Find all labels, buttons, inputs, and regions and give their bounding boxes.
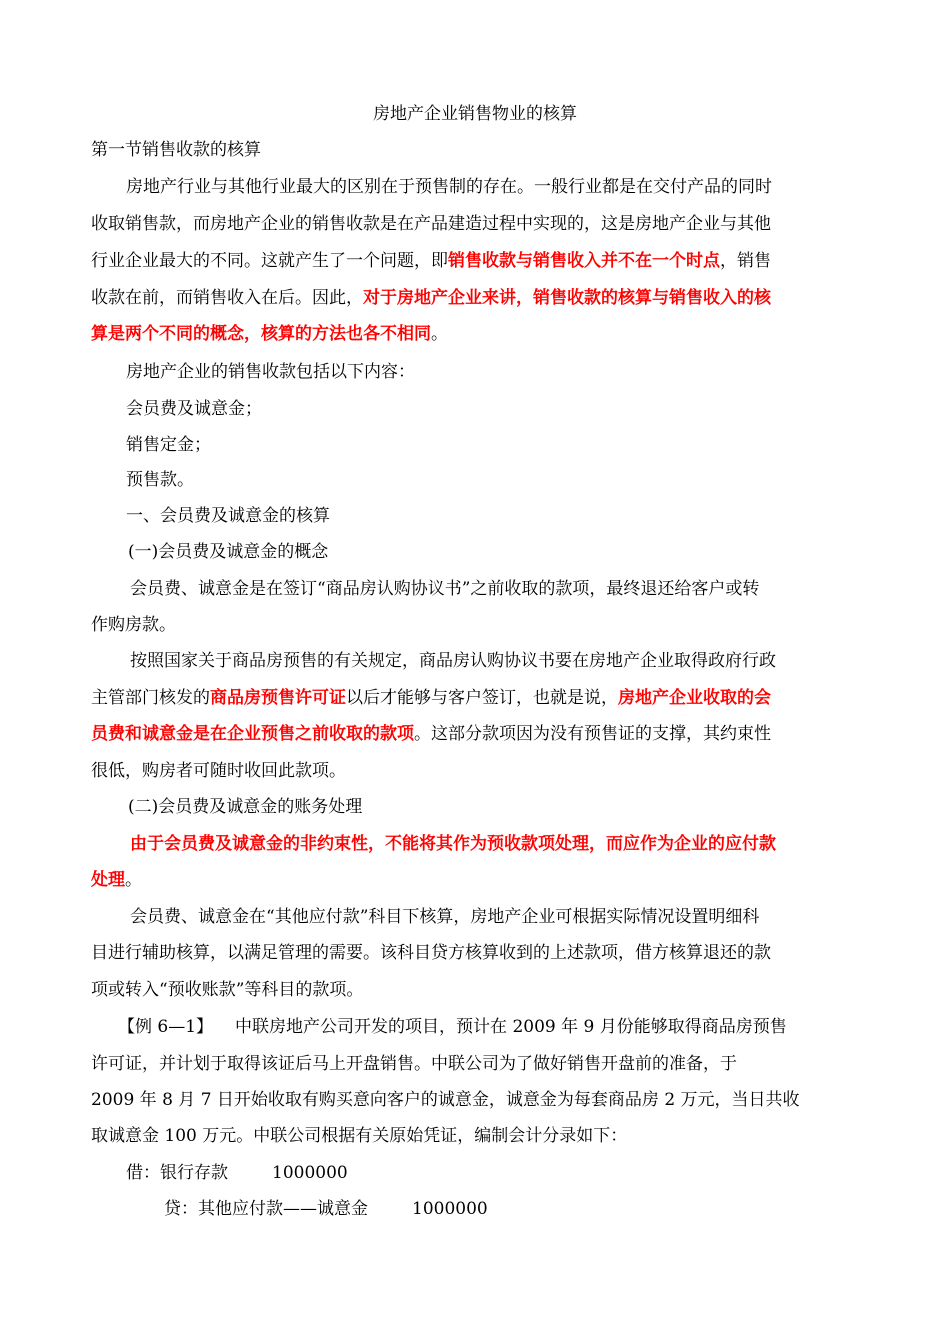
text-run: 。	[431, 324, 448, 344]
example-label: 【例 6—1】	[118, 1017, 214, 1037]
paragraph-line	[91, 250, 771, 272]
paragraph-line	[91, 869, 142, 891]
credit-account: 贷：其他应付款——诚意金	[164, 1199, 368, 1219]
highlighted-text: 对于房地产企业来讲，销售收款的核算与销售收入的核	[363, 288, 771, 308]
paragraph-line: 房地产行业与其他行业最大的区别在于预售制的存在。一般行业都是在交付产品的同时	[126, 177, 772, 197]
text-run: 收款在前，而销售收入在后。因此，	[91, 288, 363, 308]
paragraph-line: 取诚意金 100 万元。中联公司根据有关原始凭证，编制会计分录如下：	[91, 1126, 628, 1146]
paragraph-line: 很低，购房者可随时收回此款项。	[91, 761, 346, 781]
debit-amount: 1000000	[272, 1163, 348, 1183]
paragraph-line: 房地产企业的销售收款包括以下内容：	[126, 362, 415, 382]
list-item: 会员费及诚意金；	[126, 399, 262, 419]
paragraph-line: 会员费、诚意金是在签订“商品房认购协议书”之前收取的款项，最终退还给客户或转	[130, 579, 760, 599]
example-line	[118, 1016, 787, 1038]
paragraph-line: 作购房款。	[91, 615, 176, 635]
highlighted-text: 房地产企业收取的会	[618, 688, 771, 708]
highlighted-text: 由于会员费及诚意金的非约束性，不能将其作为预收款项处理，而应作为企业的应付款	[130, 834, 776, 854]
paragraph-line	[91, 723, 771, 745]
text-run: 。这部分款项因为没有预售证的支撑，其约束性	[414, 724, 771, 744]
text-run: 。	[125, 870, 142, 890]
highlighted-text: 处理	[91, 870, 125, 890]
text-run: ，销售	[720, 251, 771, 271]
paragraph-line: 2009 年 8 月 7 日开始收取有购买意向客户的诚意金，诚意金为每套商品房 2 万元，当日共收	[91, 1090, 800, 1110]
highlighted-text: 销售收款与销售收入并不在一个时点	[448, 251, 720, 271]
paragraph-line	[91, 687, 771, 709]
paragraph-line: 目进行辅助核算，以满足管理的需要。该科目贷方核算收到的上述款项，借方核算退还的款	[91, 943, 771, 963]
highlighted-text: 商品房预售许可证	[210, 688, 346, 708]
text-run: 行业企业最大的不同。这就产生了一个问题，即	[91, 251, 448, 271]
text-run: 以后才能够与客户签订，也就是说，	[346, 688, 618, 708]
subsection-heading: (一)会员费及诚意金的概念	[128, 542, 329, 562]
paragraph-line: 许可证，并计划于取得该证后马上开盘销售。中联公司为了做好销售开盘前的准备，于	[91, 1054, 737, 1074]
credit-amount: 1000000	[412, 1199, 488, 1219]
debit-account: 借：银行存款	[126, 1163, 228, 1183]
section-heading: 一、会员费及诚意金的核算	[126, 506, 330, 526]
highlighted-text: 算是两个不同的概念，核算的方法也各不相同	[91, 324, 431, 344]
highlighted-text: 员费和诚意金是在企业预售之前收取的款项	[91, 724, 414, 744]
paragraph-line: 项或转入“预收账款”等科目的款项。	[91, 980, 364, 1000]
paragraph-line	[91, 287, 771, 309]
section-heading: 第一节销售收款的核算	[91, 140, 261, 160]
text-run: 中联房地产公司开发的项目，预计在 2009 年 9 月份能够取得商品房预售	[235, 1017, 787, 1037]
list-item: 预售款。	[126, 470, 194, 490]
paragraph-line: 按照国家关于商品房预售的有关规定，商品房认购协议书要在房地产企业取得政府行政	[130, 651, 776, 671]
paragraph-line	[91, 323, 448, 345]
text-run: 主管部门核发的	[91, 688, 210, 708]
document-title: 房地产企业销售物业的核算	[373, 104, 577, 124]
subsection-heading: (二)会员费及诚意金的账务处理	[128, 797, 363, 817]
list-item: 销售定金；	[126, 435, 211, 455]
paragraph-line: 收取销售款，而房地产企业的销售收款是在产品建造过程中实现的，这是房地产企业与其他	[91, 214, 771, 234]
paragraph-line: 会员费、诚意金在“其他应付款”科目下核算，房地产企业可根据实际情况设置明细科	[130, 907, 760, 927]
debit-entry	[126, 1162, 348, 1184]
credit-entry	[164, 1198, 488, 1220]
